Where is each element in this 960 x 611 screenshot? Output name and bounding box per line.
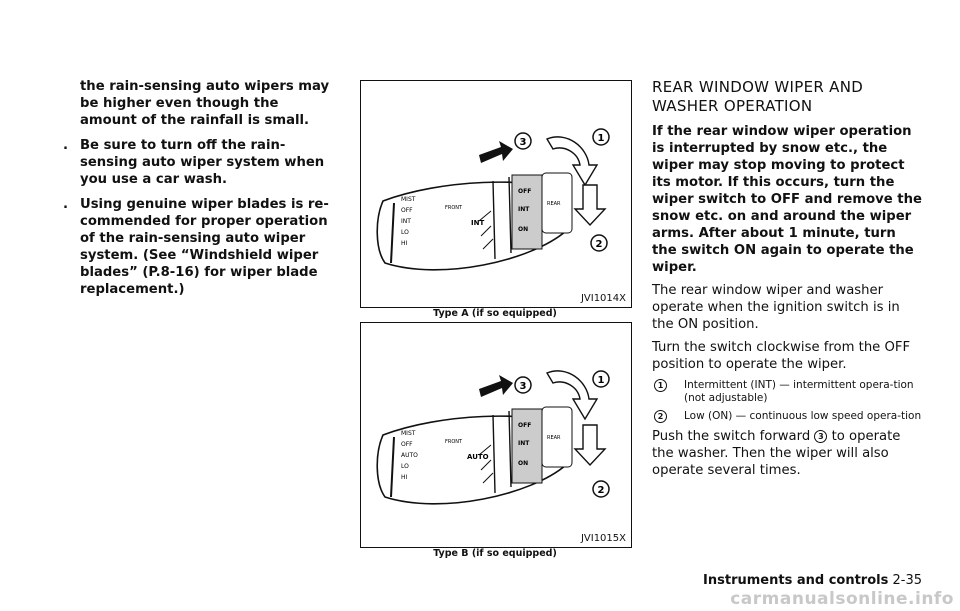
push-arrow-icon xyxy=(479,375,513,397)
label-hi: HI xyxy=(401,240,408,247)
figure-caption: Type A (if so equipped) xyxy=(433,308,557,319)
circled-number: 2 xyxy=(654,410,667,423)
figure-type-b xyxy=(360,322,632,548)
right-column xyxy=(652,78,924,485)
watermark: carmanualsonline.info xyxy=(730,589,954,609)
bullet-item xyxy=(60,196,338,298)
intro-text: the rain-sensing auto wipers may be higher even though the amount of the rainfall is small. xyxy=(80,79,330,128)
label-off: OFF xyxy=(401,207,413,214)
left-column xyxy=(60,78,338,298)
label-lo: LO xyxy=(401,229,409,236)
callout-1: 1 xyxy=(597,375,605,386)
page-footer xyxy=(703,573,922,588)
callout-1: 1 xyxy=(597,133,605,144)
callout-3: 3 xyxy=(519,381,527,392)
label-off-rear: OFF xyxy=(518,422,532,429)
callout-2: 2 xyxy=(597,485,605,496)
label-hi: HI xyxy=(401,474,408,481)
label-front: FRONT xyxy=(445,205,463,211)
list-item xyxy=(652,379,924,405)
label-int-rear: INT xyxy=(518,440,530,447)
label-auto: AUTO xyxy=(401,452,418,459)
figure-caption: Type B (if so equipped) xyxy=(433,548,557,559)
section-name: Instruments and controls xyxy=(703,573,889,588)
bullet-text: Using genuine wiper blades is re-commended for proper operation of the rain-sensing auto wiper system. (See “Windshield wiper blades” (P.8-16) for wiper blade replacement.) xyxy=(80,197,329,297)
figure-code: JVI1014X xyxy=(580,293,626,304)
bullet-marker: . xyxy=(63,138,69,153)
wiper-switch-illustration-a xyxy=(361,81,631,307)
list-item-text: Low (ON) — continuous low speed opera-tion xyxy=(684,410,922,422)
label-on-rear: ON xyxy=(518,460,529,467)
paragraph xyxy=(652,428,924,479)
circled-number: 3 xyxy=(814,430,827,443)
wiper-switch-illustration-b xyxy=(361,323,631,547)
bullet-marker: . xyxy=(63,197,69,212)
push-arrow-icon xyxy=(479,141,513,163)
list-item-text: Intermittent (INT) — intermittent opera-tion (not adjustable) xyxy=(684,379,914,404)
page-number: 2-35 xyxy=(892,573,922,588)
section-heading: REAR WINDOW WIPER AND WASHER OPERATION xyxy=(652,78,864,115)
label-mist: MIST xyxy=(401,196,416,203)
label-auto-front: AUTO xyxy=(467,453,489,461)
paragraph: The rear window wiper and washer operate when the ignition switch is in the ON position. xyxy=(652,283,900,332)
down-arrow-icon xyxy=(575,185,605,225)
label-front: FRONT xyxy=(445,439,463,445)
paragraph-text: to operate the washer. Then the wiper will also operate several times. xyxy=(652,429,901,478)
circled-number: 1 xyxy=(654,379,667,392)
callout-2: 2 xyxy=(595,239,603,250)
label-int-front: INT xyxy=(471,219,485,227)
bullet-item xyxy=(60,137,338,188)
warning-text: If the rear window wiper operation is interrupted by snow etc., the wiper may stop moving to protect its motor. If this occurs, turn the wiper switch to OFF and remove the snow etc. on and around the wiper arms. After about 1 minute, turn the switch ON again to operate the wiper. xyxy=(652,124,922,275)
label-on-rear: ON xyxy=(518,226,529,233)
label-off: OFF xyxy=(401,441,413,448)
figure-type-a xyxy=(360,80,632,308)
figure-code: JVI1015X xyxy=(580,533,626,544)
down-arrow-icon xyxy=(575,425,605,465)
label-mist: MIST xyxy=(401,430,416,437)
label-rear: REAR xyxy=(547,201,561,207)
label-rear: REAR xyxy=(547,435,561,441)
paragraph: Turn the switch clockwise from the OFF position to operate the wiper. xyxy=(652,340,911,372)
label-lo: LO xyxy=(401,463,409,470)
bullet-text: Be sure to turn off the rain-sensing auto wiper system when you use a car wash. xyxy=(80,138,325,187)
label-int-rear: INT xyxy=(518,206,530,213)
label-off-rear: OFF xyxy=(518,188,532,195)
label-int: INT xyxy=(401,218,411,225)
list-item xyxy=(652,410,924,423)
callout-3: 3 xyxy=(519,137,527,148)
paragraph-text: Push the switch forward xyxy=(652,429,811,444)
